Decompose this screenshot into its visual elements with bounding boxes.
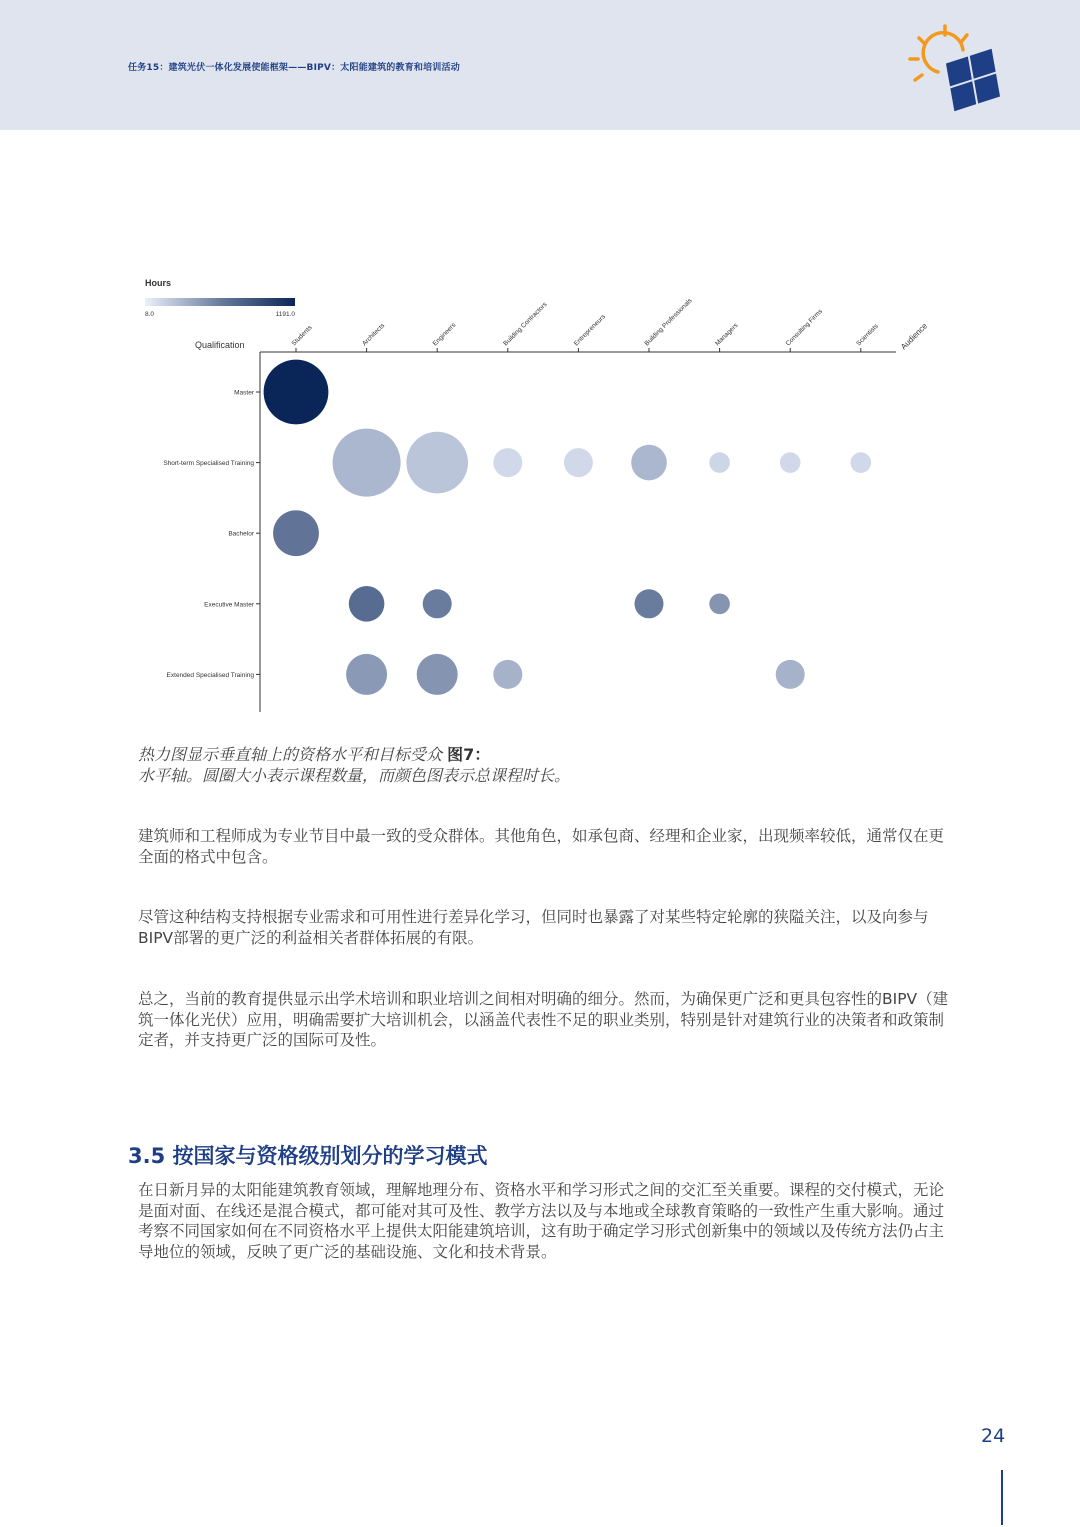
- bubble-point: [493, 660, 522, 689]
- x-tick-label: Entrepreneurs: [572, 313, 607, 348]
- bubble-point: [776, 660, 805, 689]
- paragraph-1: 建筑师和工程师成为专业节目中最一致的受众群体。其他角色，如承包商、经理和企业家，出现频率较低，通常仅在更全面的格式中包含。: [138, 827, 945, 866]
- x-tick-label: Architects: [361, 322, 387, 348]
- bubble-point: [349, 586, 385, 622]
- bubble-point: [333, 429, 401, 497]
- bubble-point: [709, 452, 730, 473]
- x-tick-label: Managers: [714, 322, 740, 348]
- page-number: 24: [981, 1425, 1006, 1447]
- paragraph-2: 尽管这种结构支持根据专业需求和可用性进行差异化学习，但同时也暴露了对某些特定轮廓的狭隘关注，以及向参与BIPV部署的更广泛的利益相关者群体拓展的有限。: [138, 908, 929, 947]
- bubble-point: [346, 654, 387, 695]
- x-tick-label: Engineers: [431, 321, 458, 348]
- x-tick-label: Building Professionals: [643, 297, 694, 348]
- x-tick-label: Building Contractors: [502, 301, 549, 348]
- bubble-point: [635, 589, 664, 618]
- bubble-point: [423, 589, 452, 618]
- section-heading: 3.5 按国家与资格级别划分的学习模式: [128, 1144, 488, 1168]
- figure-caption: [138, 744, 958, 786]
- y-tick-label: Bachelor: [228, 530, 254, 538]
- legend-max-label: 1191.0: [275, 311, 295, 318]
- bubble-point: [709, 594, 730, 615]
- y-tick-label: Master: [234, 389, 254, 397]
- bubble-point: [851, 452, 872, 473]
- bubble-point: [406, 432, 468, 494]
- bubble-point: [273, 510, 319, 556]
- bubble-point: [493, 448, 522, 477]
- y-axis-title: Qualification: [195, 340, 245, 350]
- y-tick-label: Extended Specialised Training: [166, 671, 254, 679]
- bubble-point: [417, 654, 458, 695]
- figure-label: 图7：: [447, 745, 491, 764]
- section-body: 在日新月异的太阳能建筑教育领域，理解地理分布、资格水平和学习形式之间的交汇至关重要。课程的交付模式，无论是面对面、在线还是混合模式，都可能对其可及性、教学方法以及与本地或全球教育策略的一致性产生重大影响。通过考察不同国家如何在不同资格水平上提供太阳能建筑培训，这有助于确定学习形式创新集中的领域以及传统方法仍占主导地位的领域，反映了更广泛的基础设施、文化和技术背景。: [138, 1181, 945, 1261]
- x-tick-label: Students: [290, 324, 314, 348]
- legend-title: Hours: [145, 278, 172, 288]
- x-tick-label: Scientists: [855, 322, 880, 348]
- y-tick-label: Short-term Specialised Training: [163, 460, 254, 468]
- bubble-heatmap-chart: [130, 270, 960, 720]
- legend-min-label: 8.0: [145, 311, 155, 318]
- bubble-point: [631, 445, 667, 481]
- paragraph-3: 总之，当前的教育提供显示出学术培训和职业培训之间相对明确的细分。然而，为确保更广泛和更具包容性的BIPV（建筑一体化光伏）应用，明确需要扩大培训机会，以涵盖代表性不足的职业类别，特别是针对建筑行业的决策者和政策制定者，并支持更广泛的国际可及性。: [138, 990, 949, 1049]
- caption-part1: 热力图显示垂直轴上的资格水平和目标受众: [138, 745, 443, 764]
- caption-part2: 水平轴。圆圈大小表示课程数量，而颜色图表示总课程时长。: [138, 766, 571, 785]
- bubble-point: [564, 448, 593, 477]
- y-tick-label: Executive Master: [204, 601, 254, 609]
- x-tick-label: Consulting Firms: [784, 307, 825, 348]
- running-header-title: 任务15：建筑光伏一体化发展使能框架——BIPV：太阳能建筑的教育和培训活动: [128, 63, 460, 73]
- x-axis-title: Audience: [899, 321, 930, 352]
- solar-logo-icon: [905, 22, 1005, 112]
- legend-color-ramp: [145, 298, 295, 306]
- bubble-point: [780, 452, 801, 473]
- page-rule: [1001, 1470, 1003, 1525]
- bubble-point: [264, 360, 329, 425]
